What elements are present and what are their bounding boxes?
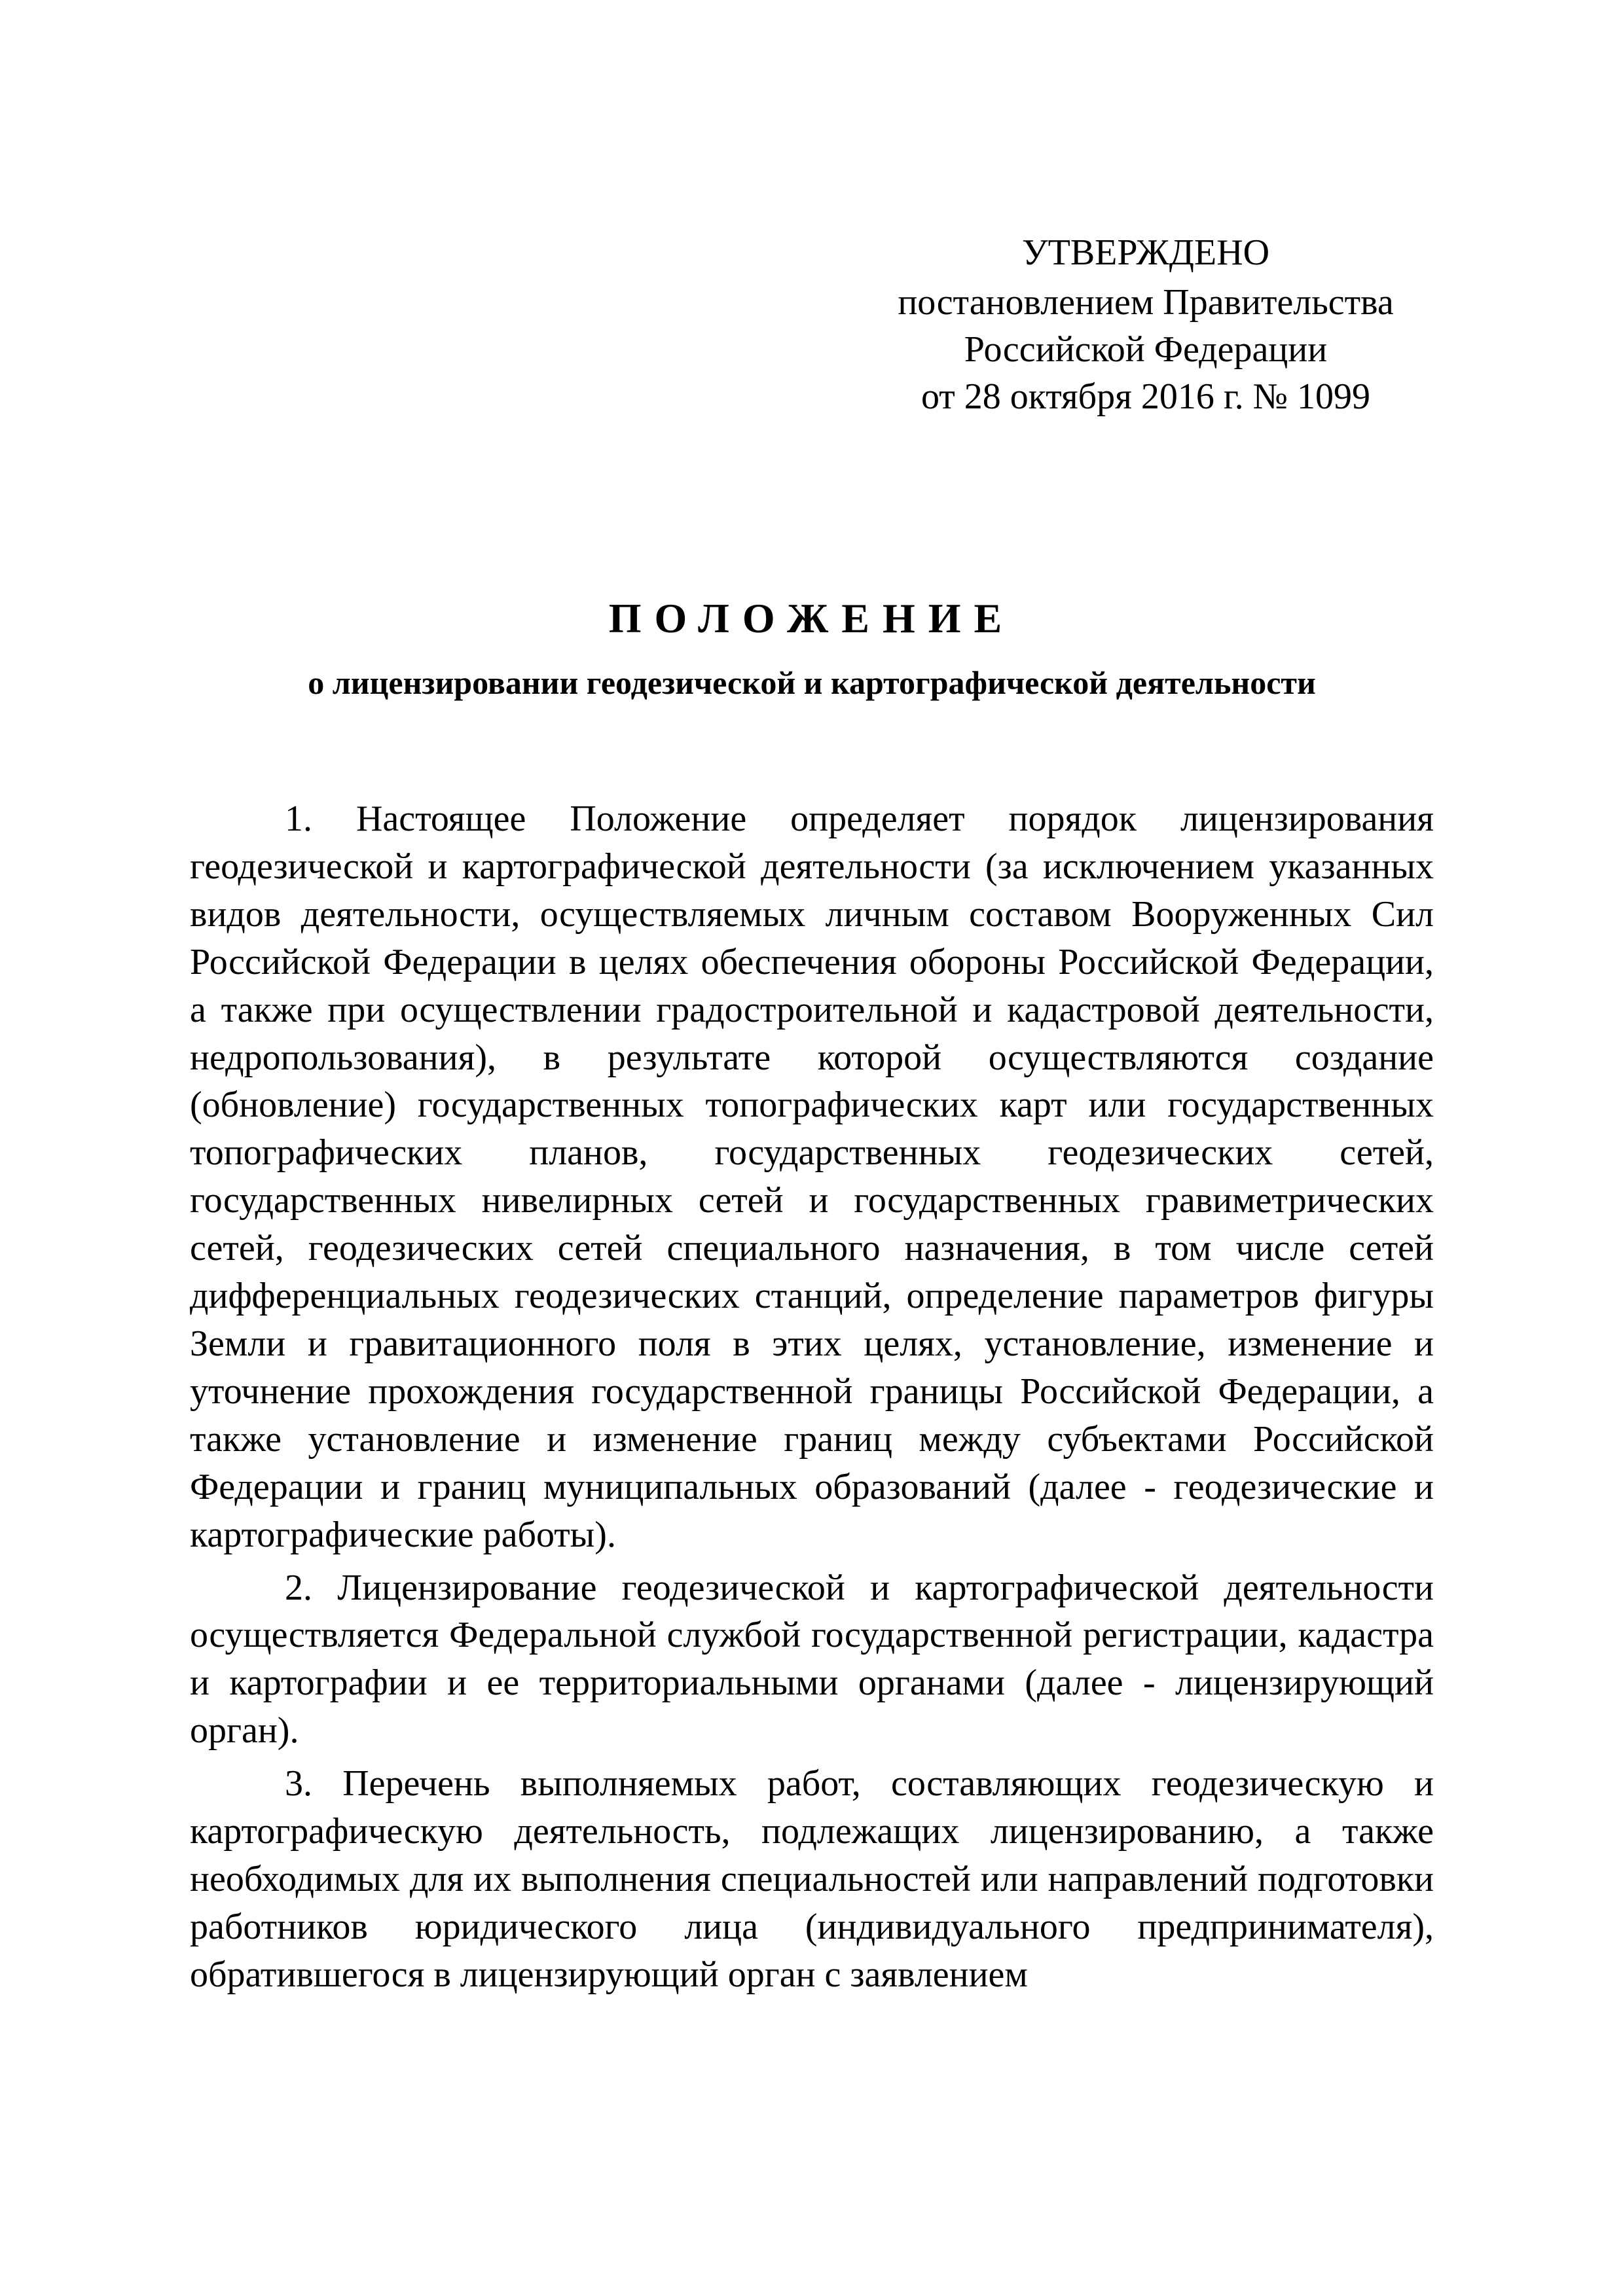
- document-title: ПОЛОЖЕНИЕ: [608, 595, 1015, 641]
- approval-block: [818, 229, 1473, 420]
- approval-line-1: постановлением Правительства: [898, 282, 1394, 323]
- approval-stamp: УТВЕРЖДЕНО: [1021, 232, 1270, 273]
- paragraph-2: 2. Лицензирование геодезической и картографической деятельности осуществляется Федеральной службой государственной регистрации, кадастра и картографии и ее территориальными органами (далее - лицензирующий орган).: [190, 1567, 1434, 1751]
- approval-line-2: Российской Федерации: [964, 329, 1328, 370]
- document-subtitle: о лицензировании геодезической и картографической деятельности: [308, 664, 1316, 701]
- paragraph-3: 3. Перечень выполняемых работ, составляющих геодезическую и картографическую деятельность, подлежащих лицензированию, а также необходимых для их выполнения специальностей или направлений подготовки работников юридического лица (индивидуального предпринимателя), обратившегося в лицензирующий орган с заявлением: [190, 1763, 1434, 1995]
- approval-line-3: от 28 октября 2016 г. № 1099: [921, 376, 1371, 417]
- paragraph-1: 1. Настоящее Положение определяет порядок лицензирования геодезической и картографической деятельности (за исключением указанных видов деятельности, осуществляемых личным составом Вооруженных Сил Российской Федерации в целях обеспечения обороны Российской Федерации, а также при осуществлении градостроительной и кадастровой деятельности, недропользования), в результате которой осуществляются создание (обновление) государственных топографических карт или государственных топографических планов, государственных геодезических сетей, государственных нивелирных сетей и государственных гравиметрических сетей, геодезических сетей специального назначения, в том числе сетей дифференциальных геодезических станций, определение параметров фигуры Земли и гравитационного поля в этих целях, установление, изменение и уточнение прохождения государственной границы Российской Федерации, а также установление и изменение границ между субъектами Российской Федерации и границ муниципальных образований (далее - геодезические и картографические работы).: [190, 798, 1434, 1555]
- document-body: [190, 795, 1434, 2004]
- document-title-block: [190, 589, 1434, 712]
